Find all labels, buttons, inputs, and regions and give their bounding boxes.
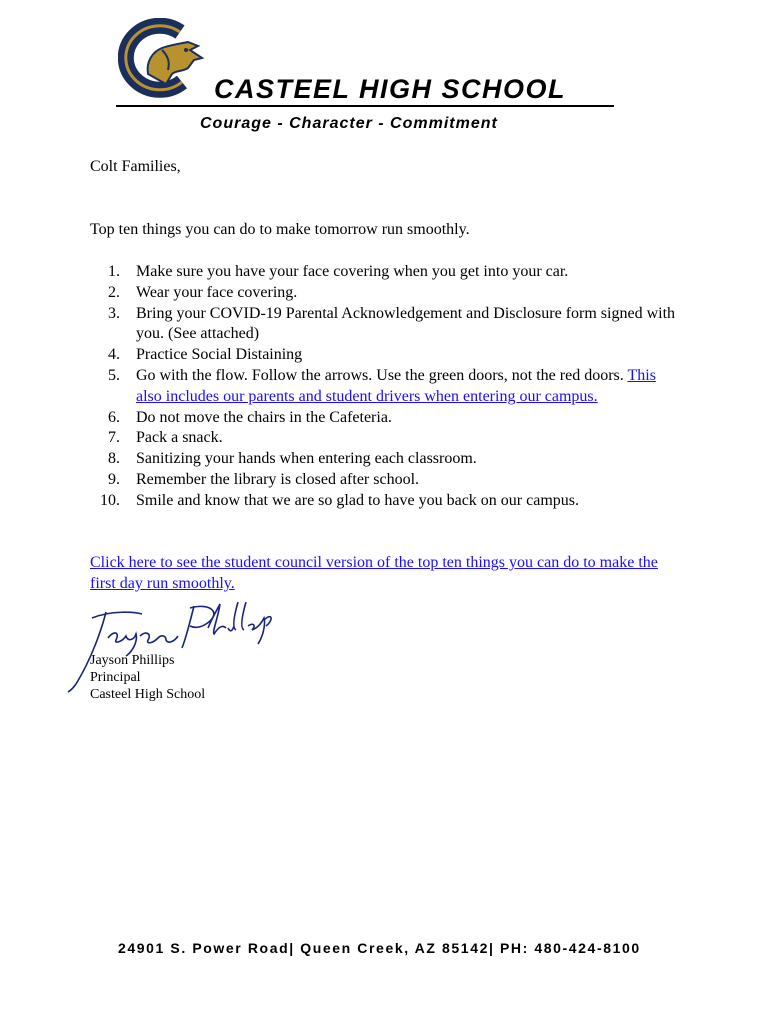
list-item — [108, 366, 678, 408]
header-divider — [116, 105, 614, 107]
top-ten-list — [100, 262, 678, 512]
item-text: Pack a snack. — [136, 429, 223, 447]
list-item — [108, 304, 678, 346]
item-number: 9. — [108, 470, 120, 488]
colt-horse-logo-icon — [118, 18, 208, 98]
item-text: Sanitizing your hands when entering each classroom. — [136, 450, 477, 468]
item-number: 4. — [108, 346, 120, 364]
item-text: Go with the flow. Follow the arrows. Use the green doors, not the red doors. — [136, 366, 628, 384]
item-number: 6. — [108, 408, 120, 426]
list-item — [108, 449, 678, 470]
item-text: Wear your face covering. — [136, 283, 298, 301]
letter-greeting: Colt Families, — [90, 158, 181, 175]
list-item — [108, 262, 678, 283]
list-item — [108, 470, 678, 491]
item-text: Smile and know that we are so glad to have you back on our campus. — [136, 491, 579, 509]
item-text: Bring your COVID-19 Parental Acknowledgement and Disclosure form signed with you. (See attached) — [136, 304, 676, 343]
item-text: Practice Social Distaining — [136, 346, 303, 364]
item-number: 8. — [108, 450, 120, 468]
list-item — [108, 283, 678, 304]
list-item — [108, 428, 678, 449]
signature-block — [90, 652, 205, 703]
school-motto: Courage - Character - Commitment — [200, 115, 498, 132]
item-number: 10. — [100, 491, 120, 509]
item-number: 7. — [108, 429, 120, 447]
list-item — [108, 408, 678, 429]
item-number: 5. — [108, 366, 120, 384]
letter-intro: Top ten things you can do to make tomorrow run smoothly. — [90, 221, 470, 238]
item-number: 3. — [108, 304, 120, 322]
list-item — [108, 345, 678, 366]
item-text: Make sure you have your face covering when you get into your car. — [136, 263, 569, 280]
school-name: CASTEEL HIGH SCHOOL — [214, 74, 567, 104]
parents-drivers-link[interactable]: This also includes our parents and student drivers when entering our campus. — [136, 366, 656, 405]
signer-school: Casteel High School — [90, 687, 206, 702]
list-item — [100, 491, 678, 512]
item-text: Remember the library is closed after school. — [136, 470, 420, 488]
item-number: 1. — [108, 263, 120, 280]
footer-address: 24901 S. Power Road| Queen Creek, AZ 85142| PH: 480-424-8100 — [118, 940, 641, 956]
item-number: 2. — [108, 283, 120, 301]
signer-title: Principal — [90, 670, 141, 685]
student-council-link[interactable]: Click here to see the student council version of the top ten things you can do to make the first day run smoothly. — [90, 554, 658, 592]
item-text: Do not move the chairs in the Cafeteria. — [136, 408, 392, 426]
signer-name: Jayson Phillips — [90, 653, 175, 668]
